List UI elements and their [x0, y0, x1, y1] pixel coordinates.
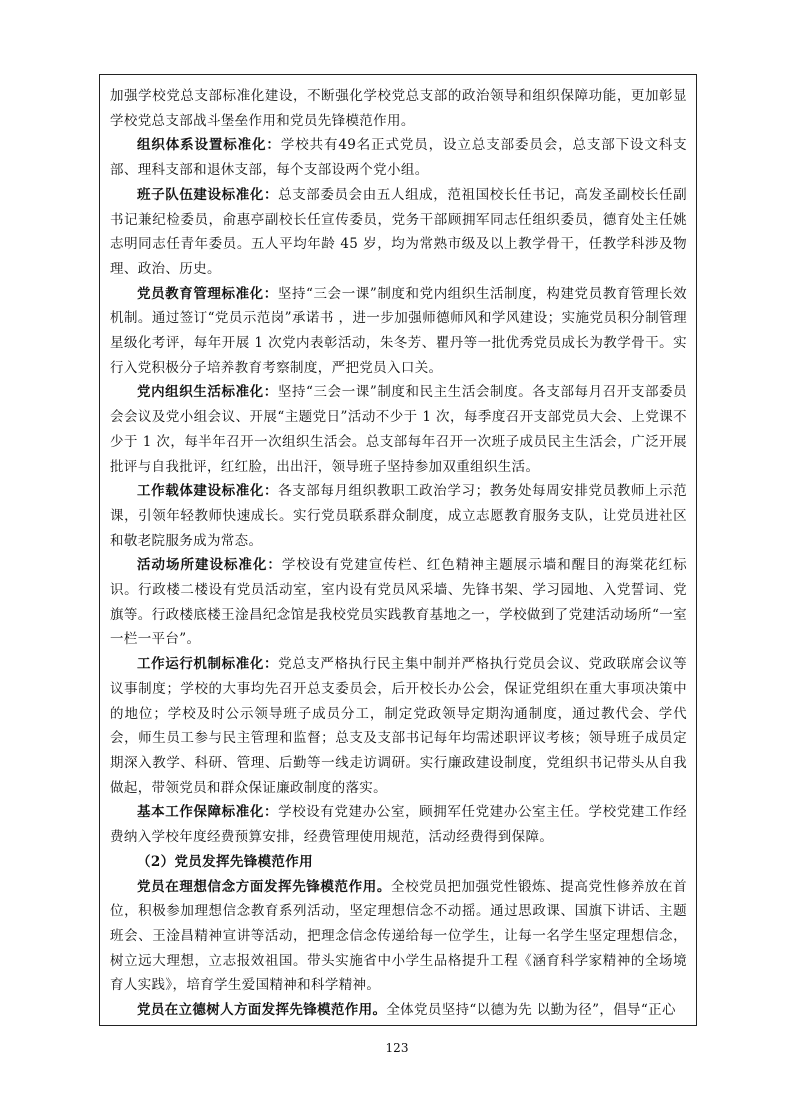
paragraph — [110, 875, 687, 999]
paragraph-heading: 工作运行机制标准化： — [137, 656, 279, 673]
paragraph-heading: 党内组织生活标准化： — [137, 384, 278, 401]
paragraph-heading: 工作载体建设标准化： — [137, 483, 279, 500]
paragraph-text: 全校党员把加强党性锻炼、提高党性修养放在首位，积极参加理想信念教育系列活动，坚定理想信念不动摇。通过思政课、国旗下讲话、主题班会、王淦昌精神宣讲等活动，把理念信念传递给每一位学生，让每一名学生坚定理想信念，树立远大理想，立志报效祖国。带头实施省中小学生品格提升工程《涵育科学家精神的全场境育人实践》，培育学生爱国精神和科学精神。 — [110, 878, 687, 994]
document-body — [110, 84, 687, 1023]
paragraph — [110, 800, 687, 849]
paragraph-text: 加强学校党总支部标准化建设，不断强化学校党总支部的政治领导和组织保障功能，更加彰显学校党总支部战斗堡垒作用和党员先锋模范作用。 — [110, 88, 687, 129]
paragraph-text: 学校共有49名正式党员，设立总支部委员会，总支部下设文科支部、理科支部和退休支部，每个支部设两个党小组。 — [110, 137, 688, 179]
paragraph — [110, 652, 687, 800]
paragraph-heading: 活动场所建设标准化： — [137, 557, 282, 574]
document-frame — [99, 74, 697, 1026]
paragraph — [110, 998, 687, 1023]
paragraph — [110, 282, 687, 381]
paragraph-text: 全体党员坚持“以德为先 以勤为径”，倡导“正心 — [386, 1002, 676, 1019]
paragraph — [110, 850, 687, 875]
paragraph-heading: 党员在立德树人方面发挥先锋模范作用。 — [137, 1002, 387, 1019]
paragraph-heading: 组织体系设置标准化： — [137, 137, 281, 154]
paragraph-text: 各支部每月组织教职工政治学习；教务处每周安排党员教师上示范课，引领年轻教师快速成长。实行党员联系群众制度，成立志愿教育服务支队，让党员进社区和敬老院服务成为常态。 — [110, 483, 687, 549]
paragraph — [110, 479, 687, 553]
paragraph — [110, 133, 687, 182]
paragraph-heading: 班子队伍建设标准化： — [137, 186, 279, 203]
paragraph — [110, 84, 687, 133]
paragraph-heading: 党员教育管理标准化： — [137, 285, 278, 302]
paragraph-text: 学校设有党建宣传栏、红色精神主题展示墙和醒目的海棠花红标识。行政楼二楼设有党员活动室，室内设有党员风采墙、先锋书架、学习园地、入党誓词、党旗等。行政楼底楼王淦昌纪念馆是我校党员实践教育基地之一，学校做到了党建活动场所“一室一栏一平台”。 — [110, 557, 687, 648]
paragraph-text: 学校设有党建办公室，顾拥军任党建办公室主任。学校党建工作经费纳入学校年度经费预算安排，经费管理使用规范，活动经费得到保障。 — [110, 804, 687, 846]
page-number: 123 — [385, 1041, 409, 1055]
paragraph — [110, 380, 687, 479]
paragraph-heading: （2）党员发挥先锋模范作用 — [137, 853, 313, 870]
paragraph-heading: 党员在理想信念方面发挥先锋模范作用。 — [137, 878, 391, 895]
paragraph — [110, 553, 687, 652]
paragraph-text: 坚持“三会一课”制度和党内组织生活制度，构建党员教育管理长效机制。通过签订“党员示范岗”承诺书 ，进一步加强师德师风和学风建设；实施党员积分制管理星级化考评，每年开展 1 次党内表彰活动，朱冬芳、瞿丹等一批优秀党员成长为教学骨干。实行入党积极分子培养教育考察制度，严把党员入口关。 — [110, 285, 687, 376]
paragraph-heading: 基本工作保障标准化： — [137, 804, 279, 821]
paragraph-text: 党总支严格执行民主集中制并严格执行党员会议、党政联席会议等议事制度；学校的大事均先召开总支委员会，后开校长办公会，保证党组织在重大事项决策中的地位；学校及时公示领导班子成员分工，制定党政领导定期沟通制度，通过教代会、学代会，师生员工参与民主管理和监督；总支及支部书记每年均需述职评议考核；领导班子成员定期深入教学、科研、管理、后勤等一线走访调研。实行廉政建设制度，党组织书记带头从自我做起，带领党员和群众保证廉政制度的落实。 — [110, 656, 687, 796]
paragraph-text: 总支部委员会由五人组成，范祖国校长任书记，高发圣副校长任副书记兼纪检委员，俞惠亭副校长任宣传委员，党务干部顾拥军同志任组织委员，德育处主任姚志明同志任青年委员。五人平均年龄 45 岁，均为常熟市级及以上教学骨干，任教学科涉及物理、政治、历史。 — [110, 186, 687, 277]
paragraph-text: 坚持“三会一课”制度和民主生活会制度。各支部每月召开支部委员会会议及党小组会议、开展“主题党日”活动不少于 1 次，每季度召开支部党员大会、上党课不少于 1 次，每半年召开一次组织生活会。总支部每年召开一次班子成员民主生活会，广泛开展批评与自我批评，红红脸，出出汗，领导班子坚持参加双重组织生活。 — [110, 384, 687, 475]
paragraph — [110, 183, 687, 282]
